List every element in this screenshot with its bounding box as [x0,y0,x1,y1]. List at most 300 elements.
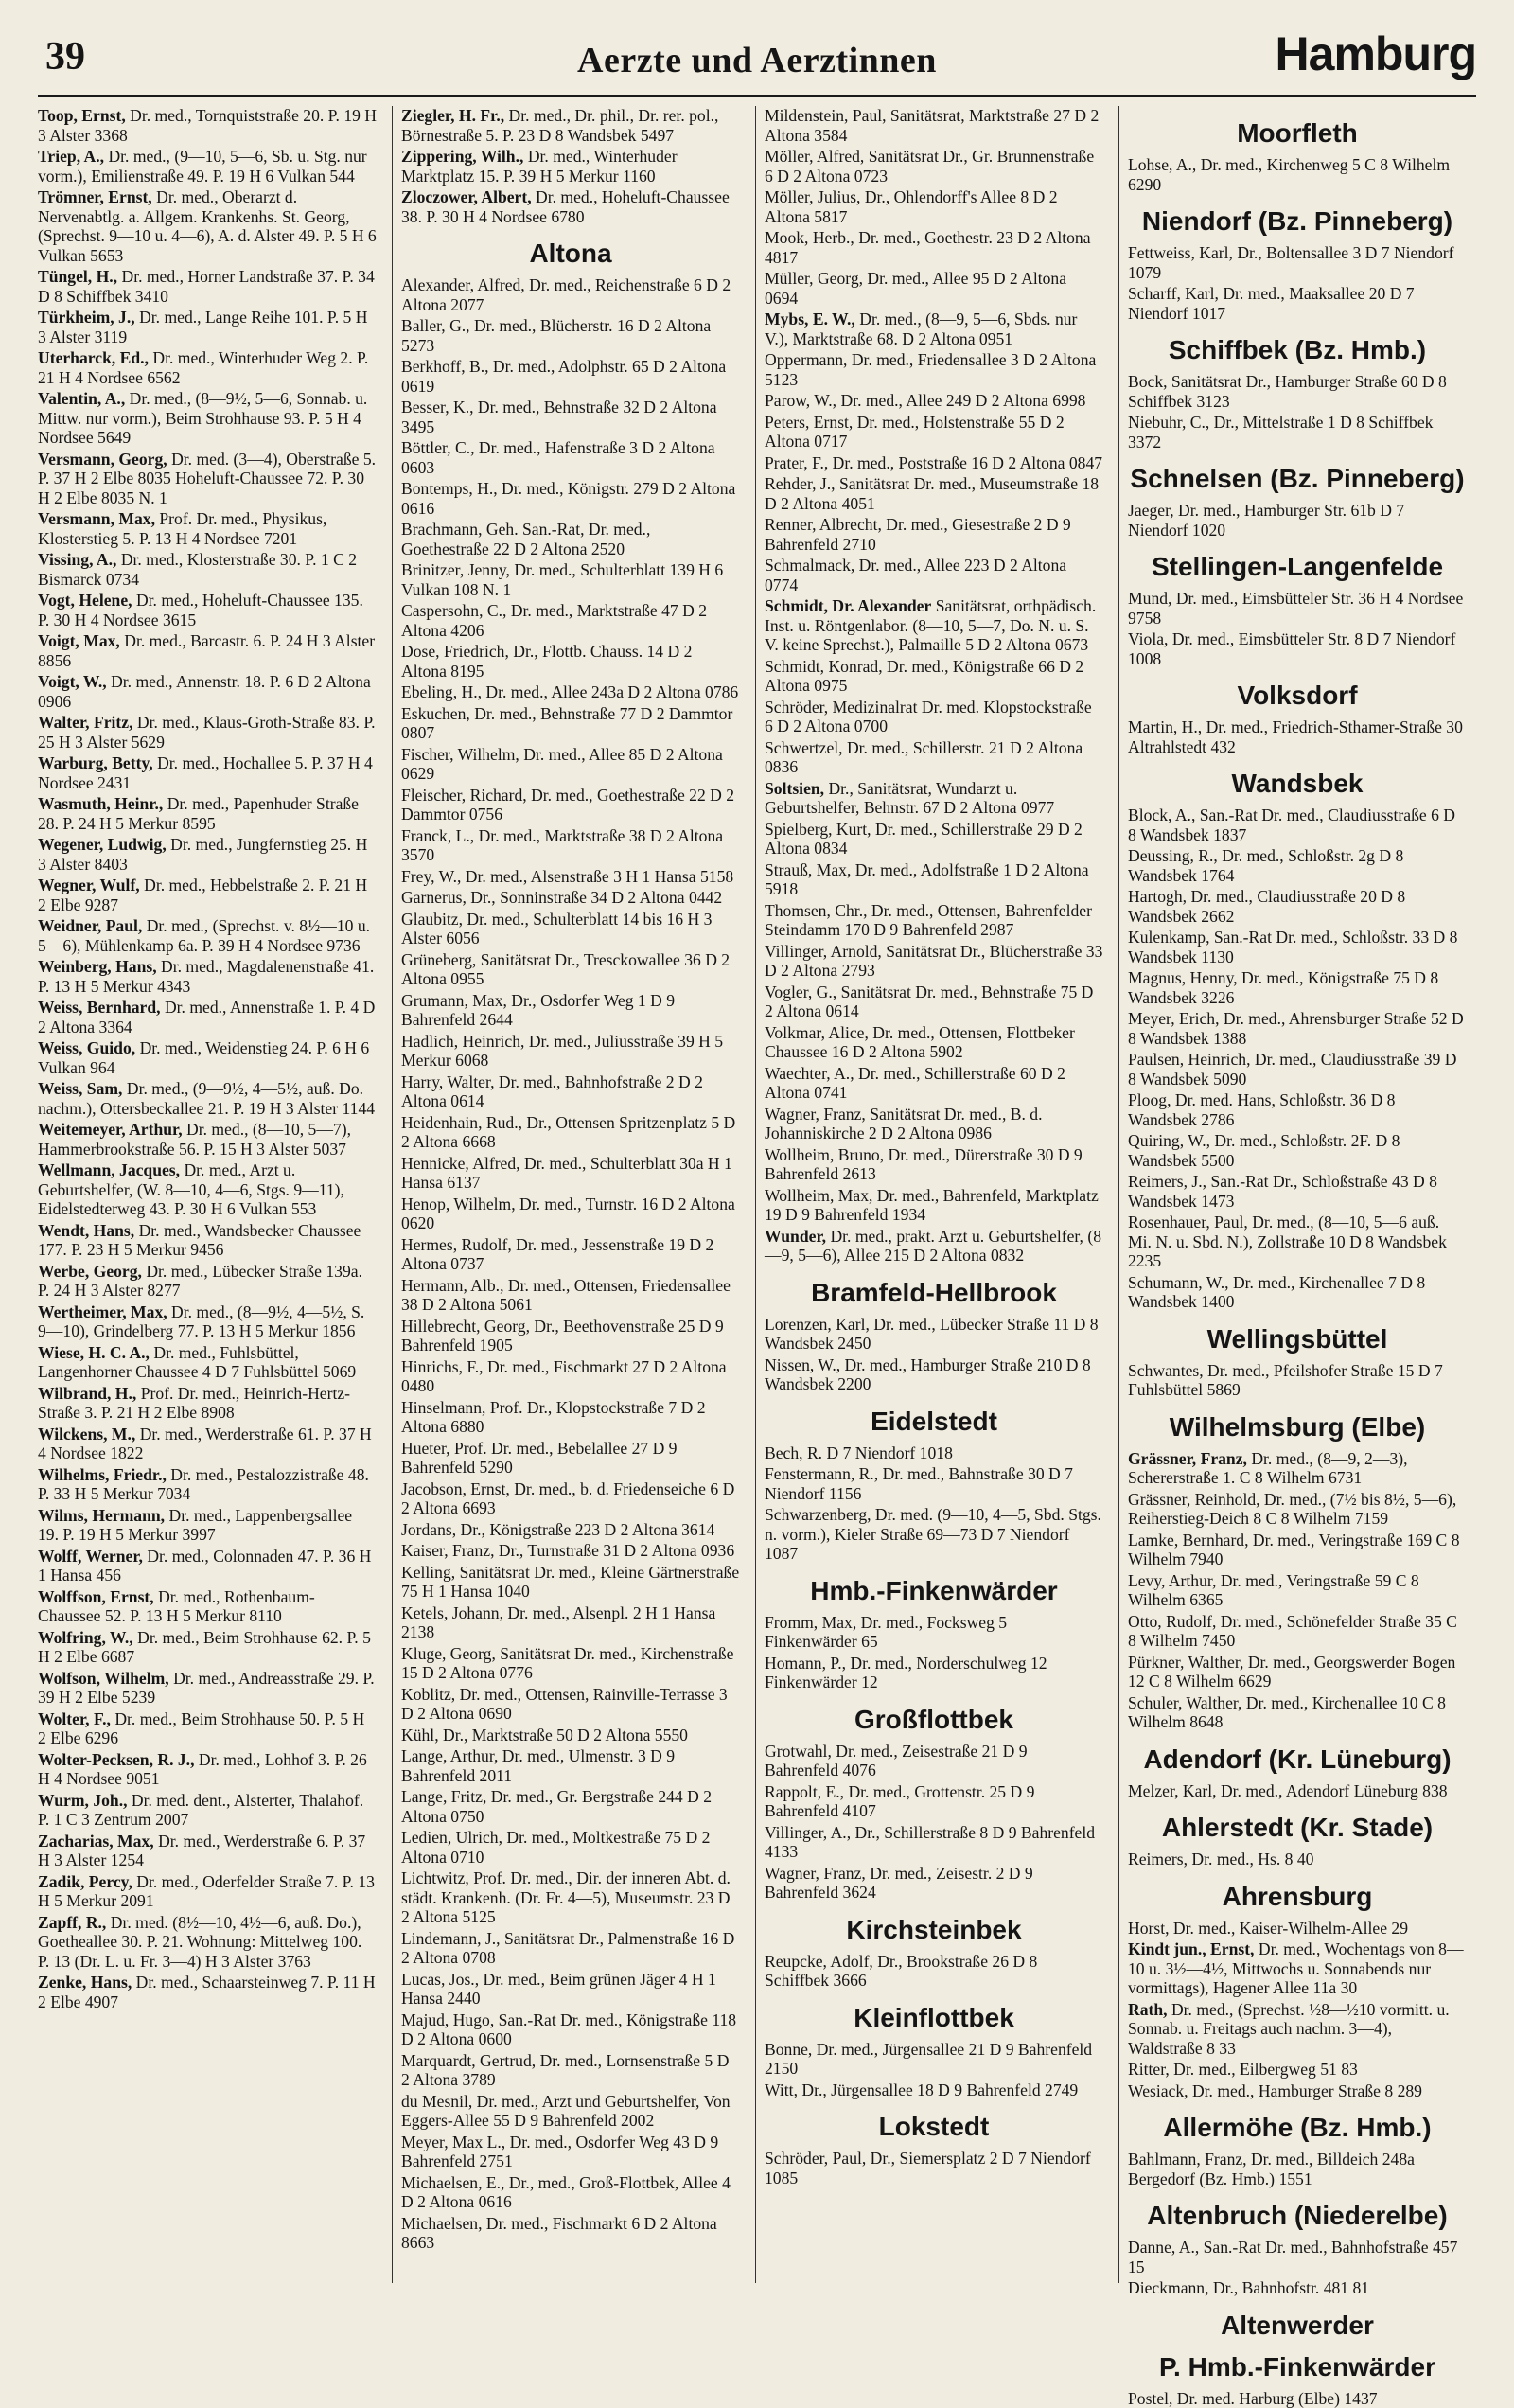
directory-entry [765,269,1103,308]
locality-heading: Kleinflottbek [765,2004,1103,2032]
entry-details: Melzer, Karl, Dr. med., Adendorf Lüneburg 838 [1128,1781,1448,1800]
entry-details: Strauß, Max, Dr. med., Adolfstraße 1 D 2 Altona 5918 [765,860,1089,899]
entry-details: Schmalmack, Dr. med., Allee 223 D 2 Altona 0774 [765,556,1066,594]
entry-details: du Mesnil, Dr. med., Arzt und Geburtshelfer, Von Eggers-Allee 55 D 9 Bahrenfeld 2002 [401,2092,731,2131]
directory-entry [1128,1050,1467,1089]
locality-heading: Adendorf (Kr. Lüneburg) [1128,1745,1467,1774]
directory-entry [1128,928,1467,966]
entry-details: Dieckmann, Dr., Bahnhofstr. 481 81 [1128,2278,1369,2297]
directory-entry [1128,1361,1467,1400]
directory-entry [38,187,377,265]
directory-entry [1128,2389,1467,2408]
directory-entry [38,1628,377,1667]
entry-details: Wollheim, Bruno, Dr. med., Dürerstraße 30 D 9 Bahrenfeld 2613 [765,1145,1083,1184]
directory-entry [1128,1213,1467,1271]
entry-details: Waechter, A., Dr. med., Schillerstraße 60 D 2 Altona 0741 [765,1064,1065,1103]
entry-details: Lamke, Bernhard, Dr. med., Veringstraße 169 C 8 Wilhelm 7940 [1128,1531,1460,1569]
directory-entry [401,1828,740,1867]
directory-entry [401,950,740,989]
directory-entry [401,1746,740,1785]
locality-heading: Volksdorf [1128,682,1467,710]
entry-name: Wegener, Ludwig, [38,835,167,854]
entry-details: Michaelsen, Dr. med., Fischmarkt 6 D 2 Altona 8663 [401,2214,717,2253]
entry-details: Volkmar, Alice, Dr. med., Ottensen, Flottbeker Chaussee 16 D 2 Altona 5902 [765,1023,1075,1062]
entry-details: Dr. med., prakt. Arzt u. Geburtshelfer, (8—9, 5—6), Allee 215 D 2 Altona 0832 [765,1227,1101,1266]
locality-heading: Ahlerstedt (Kr. Stade) [1128,1814,1467,1842]
directory-entry [401,1970,740,2009]
directory-entry [401,991,740,1030]
directory-entry [765,657,1103,696]
directory-entry [1128,1571,1467,1610]
entry-details: Dr. med., Fuhlsbüttel, Langenhorner Chaussee 4 D 7 Fuhlsbüttel 5069 [38,1343,356,1382]
entry-details: Dr. med. (3—4), Oberstraße 5. P. 37 H 2 Elbe 8035 Hoheluft-Chaussee 72. P. 30 H 2 Elbe 8035 N. 1 [38,450,376,507]
entry-details: Dr. med., Oberarzt d. Nervenabtlg. a. Allgem. Krankenhs. St. Georg, (Sprechst. 9—10 u. 4—6), A. d. Alster 49. P. 5 H 6 Vulkan 5653 [38,187,377,265]
entry-name: Voigt, Max, [38,631,120,650]
directory-entry [38,672,377,711]
directory-entry [765,779,1103,818]
entry-details: Franck, L., Dr. med., Marktstraße 38 D 2 Altona 3570 [401,826,723,865]
directory-entry [1128,2081,1467,2101]
entry-details: Hinrichs, F., Dr. med., Fischmarkt 27 D 2 Altona 0480 [401,1357,727,1396]
directory-entry [401,1398,740,1437]
directory-entry [765,474,1103,513]
entry-name: Vogt, Helene, [38,591,132,610]
entry-details: Dr. med., Schaarsteinweg 7. P. 11 H 2 Elbe 4907 [38,1973,376,2011]
entry-name: Wolter-Pecksen, R. J., [38,1750,194,1769]
entry-details: Dr. med., (Sprechst. ½8—½10 vormitt. u. Sonnab. u. Freitags auch nachm. 3—4), Waldstraße 8 33 [1128,2000,1450,2058]
entry-details: Dr., Sanitätsrat, Wundarzt u. Geburtshelfer, Behnstr. 67 D 2 Altona 0977 [765,779,1054,818]
entry-name: Versmann, Georg, [38,450,167,469]
entry-name: Zadik, Percy, [38,1872,132,1891]
entry-details: Dr. med., Horner Landstraße 37. P. 34 D 8 Schiffbek 3410 [38,267,375,306]
entry-name: Wilms, Hermann, [38,1506,165,1525]
directory-entry [1128,1172,1467,1211]
directory-entry [1128,1939,1467,1998]
directory-entry [401,438,740,477]
directory-entry [401,520,740,558]
directory-entry [765,1782,1103,1821]
directory-entry [38,1302,377,1341]
directory-entry [38,1669,377,1708]
entry-details: Deussing, R., Dr. med., Schloßstr. 2g D 8 Wandsbek 1764 [1128,846,1403,885]
entry-name: Wasmuth, Heinr., [38,794,163,813]
directory-entry [401,601,740,640]
directory-entry [1128,284,1467,323]
directory-entry [401,910,740,948]
entry-details: Schumann, W., Dr. med., Kirchenallee 7 D 8 Wandsbek 1400 [1128,1273,1425,1312]
entry-details: Glaubitz, Dr. med., Schulterblatt 14 bis 16 H 3 Alster 6056 [401,910,712,948]
entry-details: Dr. med., Winterhuder Weg 2. P. 21 H 4 Nordsee 6562 [38,348,368,387]
directory-entry [765,1464,1103,1503]
entry-details: Hennicke, Alfred, Dr. med., Schulterblatt 30a H 1 Hansa 6137 [401,1154,732,1193]
entry-details: Schmidt, Konrad, Dr. med., Königstraße 66 D 2 Altona 0975 [765,657,1083,696]
entry-details: Dr. med., Tornquiststraße 20. P. 19 H 3 Alster 3368 [38,106,377,145]
locality-heading: Altona [401,239,740,268]
entry-details: Dr. med., Weidenstieg 24. P. 6 H 6 Vulkan 964 [38,1038,369,1077]
directory-entry [401,1072,740,1111]
directory-entry [401,1154,740,1193]
directory-entry [38,957,377,996]
entry-name: Wilckens, M., [38,1425,135,1443]
entry-details: Dr. med., Klaus-Groth-Straße 83. P. 25 H 3 Alster 5629 [38,713,376,752]
entry-details: Bontemps, H., Dr. med., Königstr. 279 D 2 Altona 0616 [401,479,735,518]
entry-details: Magnus, Henny, Dr. med., Königstraße 75 D 8 Wandsbek 3226 [1128,968,1438,1007]
column-4 [1128,106,1467,2307]
entry-details: Schwantes, Dr. med., Pfeilshofer Straße 15 D 7 Fuhlsbüttel 5869 [1128,1361,1443,1400]
directory-entry [1128,2000,1467,2059]
directory-entry [401,1113,740,1152]
entry-details: Dr. med., Beim Strohhause 62. P. 5 H 2 Elbe 6687 [38,1628,371,1667]
directory-entry [765,1952,1103,1991]
locality-heading: Altenwerder [1128,2311,1467,2340]
entry-details: Hadlich, Heinrich, Dr. med., Juliusstraße 39 H 5 Merkur 6068 [401,1032,723,1071]
column-divider [755,106,756,2283]
locality-heading: Stellingen-Langenfelde [1128,553,1467,581]
directory-entry [401,560,740,599]
locality-heading: P. Hmb.-Finkenwärder [1128,2353,1467,2381]
locality-heading: Bramfeld-Hellbrook [765,1279,1103,1307]
directory-entry [401,187,740,226]
entry-details: Dr. med., Arzt u. Geburtshelfer, (W. 8—10, 4—6, Stgs. 9—11), Eidelstedterweg 43. P. 30 H 6 Vulkan 553 [38,1160,344,1218]
entry-details: Hartogh, Dr. med., Claudiusstraße 20 D 8 Wandsbek 2662 [1128,887,1405,926]
directory-entry [1128,1919,1467,1939]
entry-details: Möller, Julius, Dr., Ohlendorff's Allee 8 D 2 Altona 5817 [765,187,1058,226]
directory-entry [765,453,1103,473]
directory-entry [1128,846,1467,885]
directory-entry [401,2051,740,2090]
directory-entry [38,1506,377,1545]
entry-details: Mund, Dr. med., Eimsbütteler Str. 36 H 4 Nordsee 9758 [1128,589,1463,628]
directory-entry [1128,1693,1467,1732]
entry-details: Nissen, W., Dr. med., Hamburger Straße 210 D 8 Wandsbek 2200 [765,1355,1091,1394]
entry-details: Dr. med., Pestalozzistraße 48. P. 33 H 5 Merkur 7034 [38,1465,369,1504]
entry-details: Caspersohn, C., Dr. med., Marktstraße 47 D 2 Altona 4206 [401,601,707,640]
entry-name: Werbe, Georg, [38,1262,142,1281]
entry-details: Dr. med., Hochallee 5. P. 37 H 4 Nordsee 2431 [38,753,373,792]
entry-details: Dr. med., Winterhuder Marktplatz 15. P. 39 H 5 Merkur 1160 [401,147,678,186]
directory-entry [401,357,740,396]
entry-details: Schwertzel, Dr. med., Schillerstr. 21 D 2 Altona 0836 [765,738,1083,777]
entry-details: Alexander, Alfred, Dr. med., Reichenstraße 6 D 2 Altona 2077 [401,275,731,314]
directory-entry [401,106,740,145]
entry-name: Zippering, Wilh., [401,147,523,166]
entry-details: Dr. med., Lübecker Straße 139a. P. 24 H 3 Alster 8277 [38,1262,362,1301]
directory-entry [38,1425,377,1463]
entry-details: Wagner, Franz, Dr. med., Zeisestr. 2 D 9 Bahrenfeld 3624 [765,1864,1033,1903]
entry-details: Prater, F., Dr. med., Poststraße 16 D 2 Altona 0847 [765,453,1102,472]
directory-entry [765,1023,1103,1062]
directory-entry [1128,1009,1467,1048]
directory-entry [38,916,377,955]
entry-name: Wurm, Joh., [38,1791,128,1810]
entry-details: Dr. med., Werderstraße 6. P. 37 H 3 Alster 1254 [38,1832,365,1870]
locality-heading: Schnelsen (Bz. Pinneberg) [1128,465,1467,493]
entry-details: Schuler, Walther, Dr. med., Kirchenallee 10 C 8 Wilhelm 8648 [1128,1693,1446,1732]
entry-details: Reupcke, Adolf, Dr., Brookstraße 26 D 8 Schiffbek 3666 [765,1952,1037,1991]
directory-entry [1128,243,1467,282]
entry-details: Villinger, A., Dr., Schillerstraße 8 D 9 Bahrenfeld 4133 [765,1823,1095,1862]
directory-entry [765,2149,1103,2187]
directory-entry [38,147,377,186]
directory-entry [38,550,377,589]
locality-heading: Niendorf (Bz. Pinneberg) [1128,207,1467,236]
entry-name: Wolter, F., [38,1709,111,1728]
directory-entry [765,1864,1103,1903]
entry-name: Soltsien, [765,779,824,798]
locality-heading: Wandsbek [1128,770,1467,798]
directory-entry [765,1443,1103,1463]
entry-details: Hillebrecht, Georg, Dr., Beethovenstraße 25 D 9 Bahrenfeld 1905 [401,1317,724,1355]
directory-entry [38,1587,377,1626]
entry-details: Grässner, Reinhold, Dr. med., (7½ bis 8½, 5—6), Reiherstieg-Deich 8 C 8 Wilhelm 7159 [1128,1490,1456,1529]
entry-details: Müller, Georg, Dr. med., Allee 95 D 2 Altona 0694 [765,269,1066,308]
entry-details: Mildenstein, Paul, Sanitätsrat, Marktstraße 27 D 2 Altona 3584 [765,106,1099,145]
directory-entry [1128,413,1467,452]
entry-name: Weitemeyer, Arthur, [38,1120,183,1139]
directory-entry [765,1742,1103,1780]
entry-details: Hueter, Prof. Dr. med., Bebelallee 27 D 9 Bahrenfeld 5290 [401,1439,677,1478]
directory-entry [1128,2278,1467,2298]
entry-name: Ziegler, H. Fr., [401,106,504,125]
directory-entry [401,704,740,743]
entry-name: Uterharck, Ed., [38,348,149,367]
directory-entry [1128,372,1467,411]
directory-entry [38,1750,377,1789]
entry-details: Dr. med., Lappenbergsallee 19. P. 19 H 5 Merkur 3997 [38,1506,352,1545]
directory-entry [401,1439,740,1478]
entry-details: Dr. med., Hebbelstraße 2. P. 21 H 2 Elbe 9287 [38,876,367,914]
entry-details: Postel, Dr. med. Harburg (Elbe) 1437 [1128,2389,1378,2408]
entry-details: Lindemann, J., Sanitätsrat Dr., Palmenstraße 16 D 2 Altona 0708 [401,1929,734,1968]
entry-details: Dr. med., (8—9, 5—6, Sbds. nur V.), Marktstraße 68. D 2 Altona 0951 [765,310,1077,348]
entry-details: Dr. med., (8—10, 5—7), Hammerbrookstraße 56. P. 15 H 3 Alster 5037 [38,1120,351,1159]
entry-name: Wiese, H. C. A., [38,1343,150,1362]
entry-details: Dr. med., Lohhof 3. P. 26 H 4 Nordsee 9051 [38,1750,367,1789]
entry-details: Dr. med., Rothenbaum-Chaussee 52. P. 13 H 5 Merkur 8110 [38,1587,315,1626]
directory-entry [765,1823,1103,1862]
directory-entry [401,786,740,824]
directory-entry [401,1541,740,1561]
directory-entry [1128,155,1467,194]
directory-entry [1128,589,1467,628]
directory-entry [401,275,740,314]
entry-details: Dr. med., Magdalenenstraße 41. P. 13 H 5 Merkur 4343 [38,957,374,996]
directory-entry [765,228,1103,267]
entry-details: Heidenhain, Rud., Dr., Ottensen Spritzenplatz 5 D 2 Altona 6668 [401,1113,735,1152]
entry-name: Weiss, Guido, [38,1038,135,1057]
entry-details: Otto, Rudolf, Dr. med., Schönefelder Straße 35 C 8 Wilhelm 7450 [1128,1612,1457,1651]
column-divider [1118,106,1119,2283]
entry-details: Wesiack, Dr. med., Hamburger Straße 8 289 [1128,2081,1422,2100]
entry-details: Hermes, Rudolf, Dr. med., Jessenstraße 19 D 2 Altona 0737 [401,1235,713,1274]
directory-entry [401,147,740,186]
directory-entry [401,316,740,355]
entry-details: Meyer, Max L., Dr. med., Osdorfer Weg 43 D 9 Bahrenfeld 2751 [401,2133,718,2171]
entry-details: Dr. med., Hoheluft-Chaussee 135. P. 30 H 4 Nordsee 3615 [38,591,363,629]
entry-details: Mook, Herb., Dr. med., Goethestr. 23 D 2 Altona 4817 [765,228,1091,267]
entry-details: Ritter, Dr. med., Eilbergweg 51 83 [1128,2060,1358,2079]
entry-details: Lohse, A., Dr. med., Kirchenweg 5 C 8 Wilhelm 6290 [1128,155,1450,194]
directory-entry [401,1644,740,1683]
entry-details: Fischer, Wilhelm, Dr. med., Allee 85 D 2 Altona 0629 [401,745,723,784]
entry-details: Bonne, Dr. med., Jürgensallee 21 D 9 Bahrenfeld 2150 [765,2040,1092,2079]
entry-details: Dr. med., Andreasstraße 29. P. 39 H 2 Elbe 5239 [38,1669,375,1708]
entry-details: Dr. med., (8—9½, 5—6, Sonnab. u. Mittw. nur vorm.), Beim Strohhause 93. P. 5 H 4 Nordsee 5649 [38,389,367,447]
entry-details: Wagner, Franz, Sanitätsrat Dr. med., B. d. Johanniskirche 2 D 2 Altona 0986 [765,1105,1042,1143]
entry-details: Viola, Dr. med., Eimsbütteler Str. 8 D 7 Niendorf 1008 [1128,629,1455,668]
entry-details: Scharff, Karl, Dr. med., Maaksallee 20 D 7 Niendorf 1017 [1128,284,1415,323]
entry-name: Warburg, Betty, [38,753,153,772]
directory-entry [765,1505,1103,1564]
entry-details: Dr. med., (8—9½, 4—5½, S. 9—10), Grindelberg 77. P. 13 H 5 Merkur 1856 [38,1302,364,1341]
entry-details: Harry, Walter, Dr. med., Bahnhofstraße 2 D 2 Altona 0614 [401,1072,703,1111]
entry-name: Voigt, W., [38,672,107,691]
entry-details: Dr. med., Klosterstraße 30. P. 1 C 2 Bismarck 0734 [38,550,357,589]
entry-details: Martin, H., Dr. med., Friedrich-Sthamer-Straße 30 Altrahlstedt 432 [1128,717,1463,756]
directory-entry [765,860,1103,899]
entry-details: Jaeger, Dr. med., Hamburger Str. 61b D 7 Niendorf 1020 [1128,501,1404,540]
directory-entry [1128,1612,1467,1651]
entry-details: Bock, Sanitätsrat Dr., Hamburger Straße 60 D 8 Schiffbek 3123 [1128,372,1447,411]
directory-entry [765,596,1103,655]
entry-details: Wollheim, Max, Dr. med., Bahrenfeld, Marktplatz 19 D 9 Bahrenfeld 1934 [765,1186,1099,1225]
directory-entry [1128,629,1467,668]
directory-entry [765,187,1103,226]
entry-details: Böttler, C., Dr. med., Hafenstraße 3 D 2 Altona 0603 [401,438,715,477]
locality-heading: Eidelstedt [765,1408,1103,1436]
entry-name: Wunder, [765,1227,826,1246]
entry-details: Brinitzer, Jenny, Dr. med., Schulterblatt 139 H 6 Vulkan 108 N. 1 [401,560,723,599]
entry-details: Henop, Wilhelm, Dr. med., Turnstr. 16 D 2 Altona 0620 [401,1195,735,1233]
directory-entry [38,1221,377,1260]
entry-details: Oppermann, Dr. med., Friedensallee 3 D 2 Altona 5123 [765,350,1096,389]
entry-details: Dr. med. (8½—10, 4½—6, auß. Do.), Goetheallee 30. P. 21. Wohnung: Mittelweg 100. P. 13 (Dr. L. u. Fr. 3—4) H 3 Alster 3763 [38,1913,361,1971]
entry-name: Tüngel, H., [38,267,117,286]
directory-entry [38,794,377,833]
entry-name: Triep, A., [38,147,104,166]
entry-details: Reimers, Dr. med., Hs. 8 40 [1128,1850,1313,1868]
entry-name: Weiss, Bernhard, [38,998,161,1017]
entry-details: Kluge, Georg, Sanitätsrat Dr. med., Kirchenstraße 15 D 2 Altona 0776 [401,1644,733,1683]
directory-entry [38,1709,377,1748]
directory-entry [38,876,377,914]
directory-entry [401,1479,740,1518]
entry-details: Kulenkamp, San.-Rat Dr. med., Schloßstr. 33 D 8 Wandsbek 1130 [1128,928,1457,966]
directory-entry [765,391,1103,411]
entry-details: Paulsen, Heinrich, Dr. med., Claudiusstraße 39 D 8 Wandsbek 5090 [1128,1050,1456,1089]
directory-entry [401,2214,740,2253]
locality-heading: Lokstedt [765,2113,1103,2141]
entry-details: Rappolt, E., Dr. med., Grottenstr. 25 D 9 Bahrenfeld 4107 [765,1782,1034,1821]
directory-entry [765,983,1103,1021]
entry-details: Dr. med., Beim Strohhause 50. P. 5 H 2 Elbe 6296 [38,1709,364,1748]
directory-entry [38,1973,377,2011]
entry-name: Zapff, R., [38,1913,106,1932]
directory-entry [401,1276,740,1315]
entry-name: Zacharias, Max, [38,1832,154,1850]
column-2 [401,106,740,2307]
directory-entry [38,1791,377,1830]
running-title: Aerzte und Aerztinnen [38,40,1476,81]
entry-name: Vissing, A., [38,550,116,569]
directory-entry [38,1038,377,1077]
directory-entry [765,698,1103,736]
directory-entry [38,1547,377,1585]
locality-heading: Hmb.-Finkenwärder [765,1577,1103,1605]
directory-entry [1128,1273,1467,1312]
directory-entry [401,745,740,784]
entry-details: Eskuchen, Dr. med., Behnstraße 77 D 2 Dammtor 0807 [401,704,732,743]
entry-details: Frey, W., Dr. med., Alsenstraße 3 H 1 Hansa 5158 [401,867,733,886]
directory-entry [38,450,377,508]
entry-details: Dr. med., Hoheluft-Chaussee 38. P. 30 H 4 Nordsee 6780 [401,187,730,226]
directory-entry [401,867,740,887]
directory-entry [38,1465,377,1504]
directory-entry [765,1654,1103,1692]
entry-details: Dr. med., Annenstraße 1. P. 4 D 2 Altona 3364 [38,998,375,1036]
directory-entry [1128,1131,1467,1170]
column-divider [392,106,393,2283]
entry-details: Jordans, Dr., Königstraße 223 D 2 Altona 3614 [401,1520,714,1539]
directory-entry [38,713,377,752]
entry-details: Vogler, G., Sanitätsrat Dr. med., Behnstraße 75 D 2 Altona 0614 [765,983,1093,1021]
entry-details: Ebeling, H., Dr. med., Allee 243a D 2 Altona 0786 [401,682,738,701]
entry-details: Schröder, Paul, Dr., Siemersplatz 2 D 7 Niendorf 1085 [765,2149,1091,2187]
entry-details: Marquardt, Gertrud, Dr. med., Lornsenstraße 5 D 2 Altona 3789 [401,2051,729,2090]
entry-name: Zenke, Hans, [38,1973,132,1992]
entry-details: Michaelsen, E., Dr., med., Groß-Flottbek, Allee 4 D 2 Altona 0616 [401,2173,731,2212]
directory-entry [38,1160,377,1219]
entry-details: Dose, Friedrich, Dr., Flottb. Chauss. 14 D 2 Altona 8195 [401,642,692,681]
entry-details: Dr. med. dent., Alsterter, Thalahof. P. 1 C 3 Zentrum 2007 [38,1791,363,1830]
directory-entry [765,310,1103,348]
entry-name: Weinberg, Hans, [38,957,157,976]
entry-details: Prof. Dr. med., Physikus, Klosterstieg 5. P. 13 H 4 Nordsee 7201 [38,509,326,548]
directory-entry [765,515,1103,554]
entry-name: Versmann, Max, [38,509,155,528]
directory-entry [765,1145,1103,1184]
entry-details: Jacobson, Ernst, Dr. med., b. d. Friedenseiche 6 D 2 Altona 6693 [401,1479,734,1518]
entry-name: Wertheimer, Max, [38,1302,167,1321]
entry-details: Rosenhauer, Paul, Dr. med., (8—10, 5—6 auß. Mi. N. u. Sbd. N.), Zollstraße 10 D 8 Wandsbek 2235 [1128,1213,1447,1270]
locality-heading: Großflottbek [765,1706,1103,1734]
entry-details: Prof. Dr. med., Heinrich-Hertz-Straße 3. P. 21 H 2 Elbe 8908 [38,1384,350,1423]
entry-details: Block, A., San.-Rat Dr. med., Claudiusstraße 6 D 8 Wandsbek 1837 [1128,806,1455,844]
directory-entry [765,1105,1103,1143]
directory-entry [38,1384,377,1423]
directory-entry [38,1872,377,1911]
directory-entry [765,1227,1103,1266]
directory-entry [765,1315,1103,1354]
entry-details: Dr. med., Oderfelder Straße 7. P. 13 H 5 Merkur 2091 [38,1872,375,1911]
directory-entry [765,147,1103,186]
directory-entry [765,942,1103,981]
entry-name: Valentin, A., [38,389,125,408]
directory-entry [401,1787,740,1826]
directory-entry [401,642,740,681]
directory-entry [765,2080,1103,2100]
directory-entry [401,2092,740,2131]
directory-entry [401,682,740,702]
entry-details: Danne, A., San.-Rat Dr. med., Bahnhofstraße 457 15 [1128,2238,1457,2276]
directory-entry [401,1520,740,1540]
entry-details: Besser, K., Dr. med., Behnstraße 32 D 2 Altona 3495 [401,398,717,436]
entry-details: Ledien, Ulrich, Dr. med., Moltkestraße 75 D 2 Altona 0710 [401,1828,710,1867]
entry-details: Peters, Ernst, Dr. med., Holstenstraße 55 D 2 Altona 0717 [765,413,1065,452]
directory-entry [765,1186,1103,1225]
entry-details: Lichtwitz, Prof. Dr. med., Dir. der inneren Abt. d. städt. Krankenh. (Dr. Fr. 4—5), Museumstr. 23 D 2 Altona 5125 [401,1868,731,1926]
entry-details: Brachmann, Geh. San.-Rat, Dr. med., Goethestraße 22 D 2 Altona 2520 [401,520,650,558]
